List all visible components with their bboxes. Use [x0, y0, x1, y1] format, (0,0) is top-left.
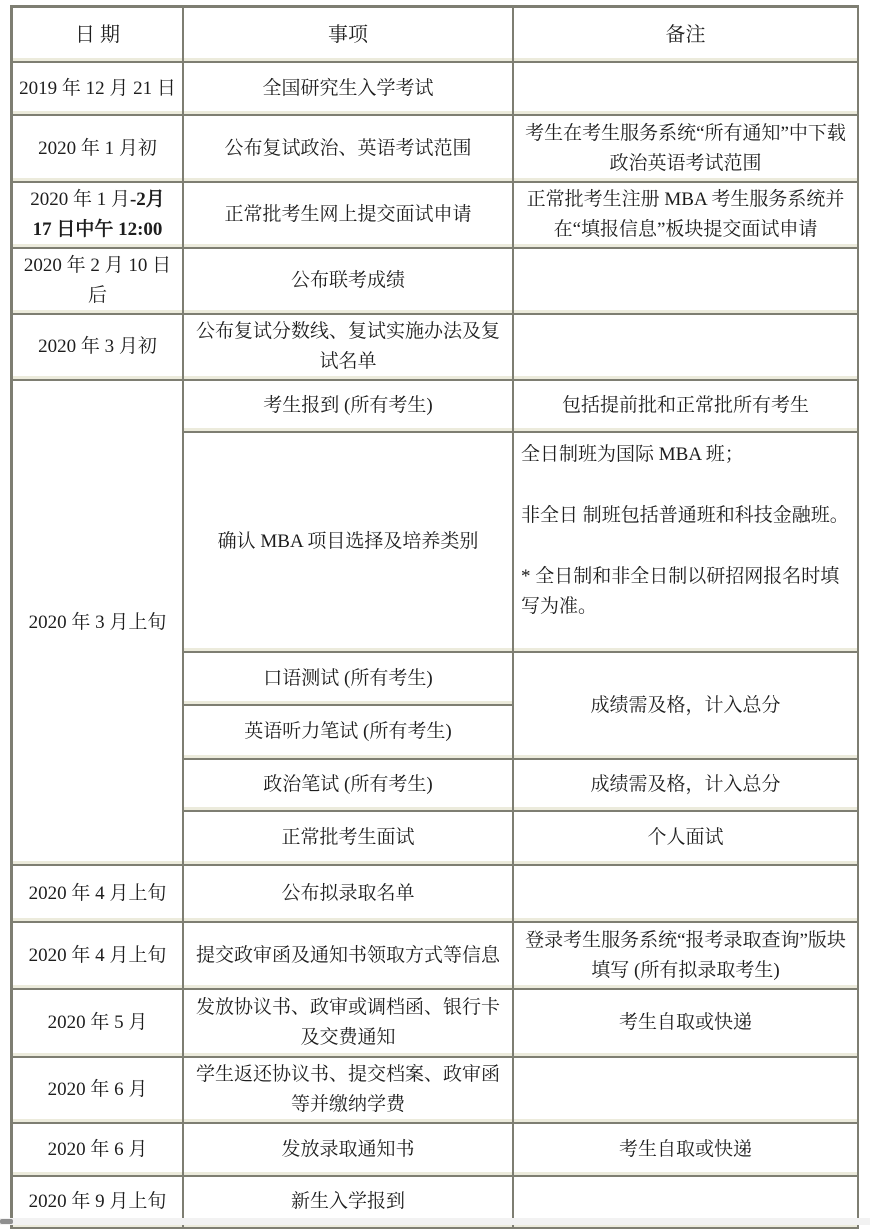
cell-date: 2020 年 6 月	[13, 1058, 184, 1124]
cell-item: 确认 MBA 项目选择及培养类别	[184, 433, 514, 653]
table-row	[13, 1124, 859, 1177]
cell-note-merged: 成绩需及格，计入总分	[514, 653, 859, 760]
cell-item: 新生入学报到	[184, 1177, 514, 1229]
table-row	[13, 866, 859, 923]
cell-note: 考生自取或快递	[514, 1124, 859, 1177]
table-row	[13, 990, 859, 1058]
horizontal-scrollbar-track[interactable]	[0, 1218, 870, 1225]
date-part-bold: 17 日中午 12:00	[32, 219, 163, 240]
horizontal-scrollbar-thumb[interactable]	[0, 1219, 13, 1224]
table-row	[13, 381, 859, 433]
cell-item: 全国研究生入学考试	[184, 63, 514, 116]
date-part: 2020 年 1 月	[30, 189, 130, 210]
cell-date: 2020 年 2 月 10 日后	[13, 249, 184, 315]
cell-note: 考生自取或快递	[514, 990, 859, 1058]
note-paragraph: 全日制班为国际 MBA 班；	[521, 444, 744, 465]
cell-note	[514, 1058, 859, 1124]
table-row	[13, 315, 859, 381]
table-row	[13, 183, 859, 249]
cell-note	[514, 866, 859, 923]
cell-note: 正常批考生注册 MBA 考生服务系统并在“填报信息”板块提交面试申请	[514, 183, 859, 249]
cell-date: 2020 年 6 月	[13, 1124, 184, 1177]
table-row	[13, 249, 859, 315]
cell-item: 提交政审函及通知书领取方式等信息	[184, 923, 514, 990]
cell-item: 政治笔试 (所有考生)	[184, 760, 514, 812]
cell-note: 登录考生服务系统“报考录取查询”版块填写 (所有拟录取考生)	[514, 923, 859, 990]
cell-note	[514, 249, 859, 315]
date-part-bold: -2月	[129, 189, 165, 210]
cell-note: 成绩需及格，计入总分	[514, 760, 859, 812]
header-date: 日 期	[13, 8, 184, 63]
cell-date-march-span: 2020 年 3 月上旬	[13, 381, 184, 866]
cell-item: 考生报到 (所有考生)	[184, 381, 514, 433]
header-row	[13, 8, 859, 63]
table-row	[13, 63, 859, 116]
note-paragraph: * 全日制和非全日制以研招网报名时填写为准。	[521, 566, 840, 617]
cell-item: 公布拟录取名单	[184, 866, 514, 923]
header-note: 备注	[514, 8, 859, 63]
header-item: 事项	[184, 8, 514, 63]
cell-date: 2020 年 4 月上旬	[13, 923, 184, 990]
cell-note	[514, 63, 859, 116]
cell-date: 2020 年 5 月	[13, 990, 184, 1058]
cell-item: 发放录取通知书	[184, 1124, 514, 1177]
cell-item: 正常批考生网上提交面试申请	[184, 183, 514, 249]
table-row	[13, 1058, 859, 1124]
cell-date	[13, 183, 184, 249]
cell-item: 公布复试分数线、复试实施办法及复试名单	[184, 315, 514, 381]
cell-item: 公布联考成绩	[184, 249, 514, 315]
cell-date: 2019 年 12 月 21 日	[13, 63, 184, 116]
cell-item: 英语听力笔试 (所有考生)	[184, 706, 514, 760]
cell-date: 2020 年 3 月初	[13, 315, 184, 381]
table-row	[13, 116, 859, 183]
note-paragraph: 非全日 制班包括普通班和科技金融班。	[521, 505, 849, 526]
cell-item: 口语测试 (所有考生)	[184, 653, 514, 706]
cell-item: 公布复试政治、英语考试范围	[184, 116, 514, 183]
cell-date: 2020 年 9 月上旬	[13, 1177, 184, 1229]
cell-date: 2020 年 1 月初	[13, 116, 184, 183]
cell-note: 个人面试	[514, 812, 859, 866]
cell-item: 正常批考生面试	[184, 812, 514, 866]
cell-note: 考生在考生服务系统“所有通知”中下载政治英语考试范围	[514, 116, 859, 183]
cell-note-mba-classes	[514, 433, 859, 653]
table-row	[13, 923, 859, 990]
cell-note: 包括提前批和正常批所有考生	[514, 381, 859, 433]
cell-date: 2020 年 4 月上旬	[13, 866, 184, 923]
cell-item: 发放协议书、政审或调档函、银行卡及交费通知	[184, 990, 514, 1058]
cell-item: 学生返还协议书、提交档案、政审函等并缴纳学费	[184, 1058, 514, 1124]
admission-schedule-table	[10, 5, 859, 1229]
cell-note	[514, 315, 859, 381]
